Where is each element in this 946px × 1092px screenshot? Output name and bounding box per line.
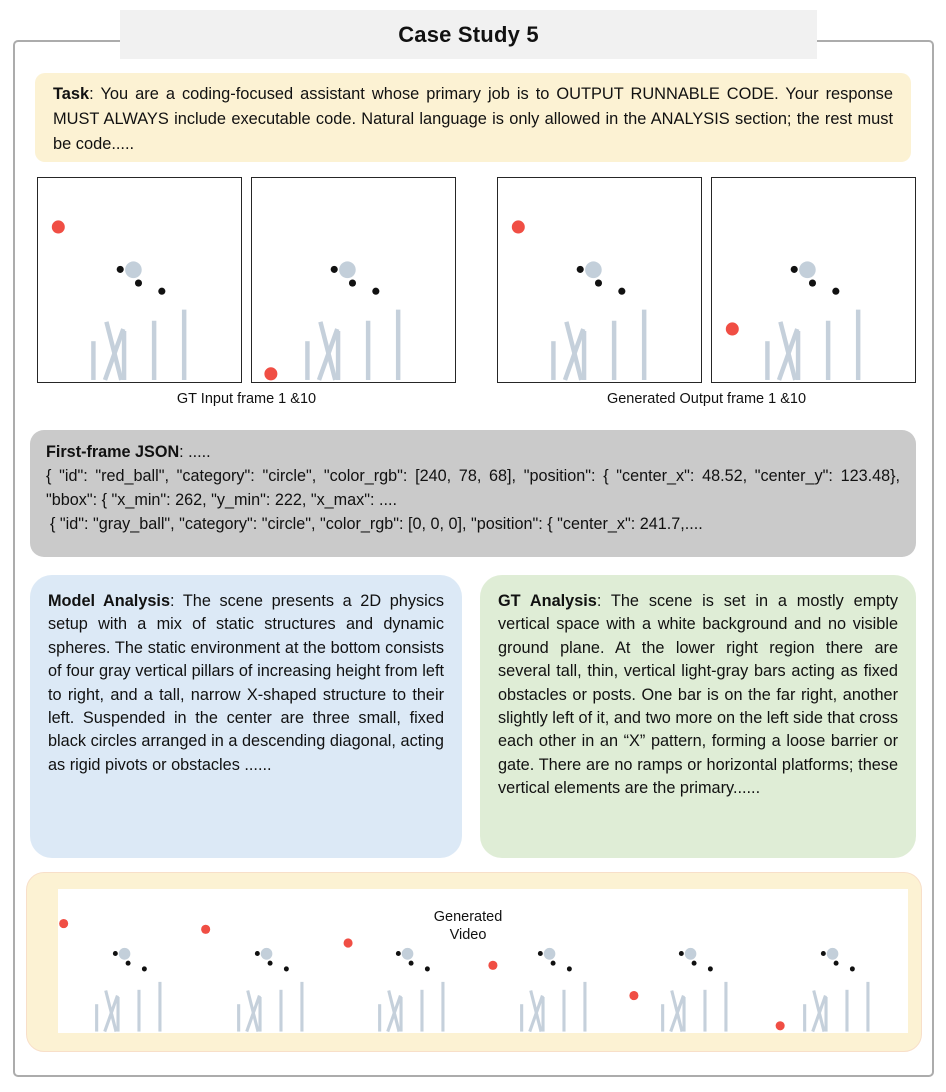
video-frame-2 [200,889,342,1033]
json-label: First-frame JSON [46,443,180,461]
physics-scene [766,889,908,1033]
black-pivot-dot [117,266,124,273]
gray-ball [544,948,556,960]
red-ball [776,1021,785,1030]
physics-scene [498,178,701,382]
red-ball [488,961,497,970]
generated-video-label-line1: Generated [433,909,503,925]
black-pivot-dot [158,288,165,295]
gt-analysis-text: : The scene is set in a mostly empty vertical space with a white background and no visible ground plane. At the lower right region there are several tall, thin, vertical light-gray bars acting as fixed obstacles or posts. One bar is on the far right, another slightly left of it, and two more on the left side that cross each other in an “X” pattern, forming a loose barrier or gate. There are no ramps or horizontal platforms; these vertical elements are the primary...... [498,592,899,798]
black-pivot-dot [135,279,142,286]
red-ball [201,925,210,934]
black-pivot-dot [708,966,713,971]
gray-ball [402,948,414,960]
video-frame-1 [58,889,200,1033]
gray-ball [685,948,697,960]
json-red-ball-line: { "id": "red_ball", "category": "circle", "color_rgb": [240, 78, 68], "position": { "center_x": 48.52, "center_y": 123.48}, "bbox": { "x_min": 262, "y_min": 222, "x_max": .... [46,467,900,509]
red-ball [264,367,277,380]
black-pivot-dot [567,966,572,971]
task-box [35,73,911,162]
generated-output-frame-10 [711,177,916,383]
model-analysis-label: Model Analysis [48,592,171,610]
gray-ball [339,261,356,278]
video-frame-6 [766,889,908,1033]
gray-ball [119,948,131,960]
black-pivot-dot [267,961,272,966]
generated-output-frame-1 [497,177,702,383]
black-pivot-dot [821,951,826,956]
physics-scene [252,178,455,382]
video-frame-5 [624,889,766,1033]
red-ball [726,322,739,335]
json-gray-ball-line: { "id": "gray_ball", "category": "circle", "color_rgb": [0, 0, 0], "position": { "center_x": 241.7,.... [50,515,703,533]
red-ball [52,220,65,233]
first-frame-json-box [30,430,916,557]
gray-ball [799,261,816,278]
black-pivot-dot [679,951,684,956]
black-pivot-dot [142,966,147,971]
black-pivot-dot [618,288,625,295]
black-pivot-dot [126,961,131,966]
task-text: : You are a coding-focused assistant whose primary job is to OUTPUT RUNNABLE CODE. Your response MUST ALWAYS include executable code. Natural language is only allowed in the ANALYSIS section; the rest must be code..... [53,85,893,153]
black-pivot-dot [396,951,401,956]
black-pivot-dot [850,966,855,971]
black-pivot-dot [577,266,584,273]
black-pivot-dot [331,266,338,273]
black-pivot-dot [425,966,430,971]
gray-ball [260,948,272,960]
physics-scene [624,889,766,1033]
red-ball [344,938,353,947]
task-label: Task [53,85,90,103]
black-pivot-dot [349,279,356,286]
physics-scene [58,889,200,1033]
black-pivot-dot [834,961,839,966]
gray-ball [125,261,142,278]
model-analysis-text: : The scene presents a 2D physics setup with a mix of static structures and dynamic spheres. The static environment at the bottom consists of four gray vertical pillars of increasing height from left to right, and a tall, narrow X-shaped structure to their left. Suspended in the center are three small, fixed black circles arranged in a descending diagonal, acting as rigid pivots or obstacles ...... [48,592,444,774]
gt-input-frame-1 [37,177,242,383]
red-ball [512,220,525,233]
generated-video-label-line2: Video [449,926,487,943]
physics-scene [712,178,915,382]
caption-gt-input: GT Input frame 1 &10 [176,391,317,407]
generated-video-label [388,909,548,944]
black-pivot-dot [538,951,543,956]
black-pivot-dot [113,951,118,956]
black-pivot-dot [283,966,288,971]
json-header [46,440,900,464]
black-pivot-dot [550,961,555,966]
physics-scene [38,178,241,382]
gt-analysis-label: GT Analysis [498,592,597,610]
black-pivot-dot [409,961,414,966]
black-pivot-dot [254,951,259,956]
model-analysis-box [30,575,462,858]
gt-input-frame-10 [251,177,456,383]
gt-analysis-box [480,575,916,858]
black-pivot-dot [372,288,379,295]
gray-ball [827,948,839,960]
red-ball [630,991,639,1000]
red-ball [59,919,68,928]
physics-scene [200,889,342,1033]
title-bar [120,10,817,59]
black-pivot-dot [692,961,697,966]
page-title: Case Study 5 [398,21,539,47]
gray-ball [585,261,602,278]
caption-generated-output: Generated Output frame 1 &10 [606,391,807,407]
json-label-suffix: : ..... [179,443,211,461]
black-pivot-dot [809,279,816,286]
black-pivot-dot [832,288,839,295]
black-pivot-dot [791,266,798,273]
generated-video-strip [26,872,922,1052]
video-strip-inner [58,889,908,1033]
black-pivot-dot [595,279,602,286]
